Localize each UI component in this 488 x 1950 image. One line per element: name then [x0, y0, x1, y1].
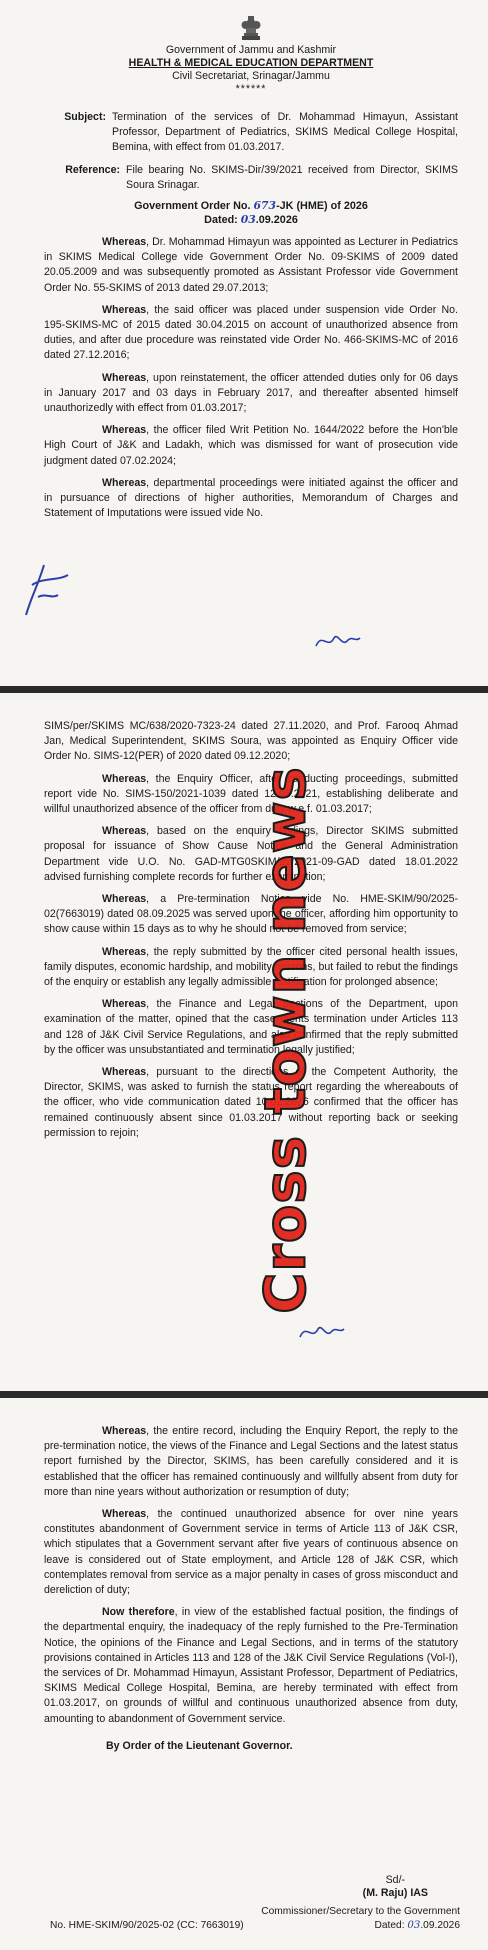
reference-label: Reference:	[65, 163, 120, 176]
by-order-line: By Order of the Lieutenant Governor.	[106, 1739, 293, 1752]
document-page-1	[0, 0, 488, 686]
department-name: HEALTH & MEDICAL EDUCATION DEPARTMENT	[128, 57, 374, 69]
signatory-name: (M. Raju) IAS	[362, 1887, 428, 1899]
whereas-paragraph: Whereas, the Enquiry Officer, after conducting proceedings, submitted report vide No. SIMS-150/2021-1039 dated 12.06.2021, establishing deliberate and willful unauthorized absence of the officer from duty w.e.f. 01.03.2017;	[44, 772, 458, 816]
whereas-paragraph: Whereas, upon reinstatement, the officer attended duties only for 06 days in January 2017 and 03 days in February 2017, and thereafter absented himself unauthorizedly with effect from 01.03.2017;	[44, 371, 458, 415]
now-therefore-paragraph: Now therefore, in view of the established factual position, the findings of the departmental enquiry, the inadequacy of the reply furnished to the Pre-Termination Notice, the opinions of the Finance and Legal Sections, and in terms of the statutory provisions contained in Articles 113 and 128 of the J&K Civil Service Regulations (Vol-I), the services of Dr. Mohammad Himayun, Assistant Professor, Department of Pediatrics, SKIMS Medical College Hospital, Bemina, are hereby terminated with effect from 01.03.2017, on grounds of willful and continuous unauthorized absence from duty, amounting to abandonment of Government service.	[44, 1606, 458, 1725]
whereas-paragraph: Whereas, departmental proceedings were initiated against the officer and in pursuance of directions of higher authorities, Memorandum of Charges and Statement of Imputations were issued vide No.	[44, 476, 458, 520]
margin-initials-signature	[18, 555, 78, 630]
signatory-designation: Commissioner/Secretary to the Government	[261, 1906, 460, 1917]
order-ref-number: No. HME-SKIM/90/2025-02 (CC: 7663019)	[50, 1920, 244, 1931]
whereas-paragraph: Whereas, the continued unauthorized absence for over nine years constitutes abandonment of Government service in terms of Article 113 of J&K CSR, which stipulates that a Government servant after five years of continuous absence on leave is considered out of State employment, and Article 128 of J&K CSR, which contemplates removal from service as a major penalty in cases of gross misconduct and dereliction of duty;	[44, 1508, 458, 1597]
whereas-paragraph: Whereas, Dr. Mohammad Himayun was appointed as Lecturer in Pediatrics in SKIMS Medical College vide Government Order No. 09-SKIMS of 2009 dated 20.05.2009 and was subsequently promoted as Assistant Professor vide Government Order No. 55-SKIMS of 2013 dated 29.07.2013;	[44, 236, 458, 294]
state-emblem-icon	[239, 12, 263, 42]
separator-stars: ******	[235, 83, 267, 95]
footer-date: Dated: 03.09.2026	[374, 1920, 460, 1931]
order-number-suffix: -JK (HME) of 2026	[276, 200, 368, 213]
reference-text: File bearing No. SKIMS-Dir/39/2021 received from Director, SKIMS Soura Srinagar.	[126, 163, 458, 191]
subject-block	[44, 110, 458, 156]
whereas-paragraph: Whereas, the entire record, including the Enquiry Report, the reply to the pre-termination notice, the views of the Finance and Legal Sections and the latest status report furnished by the Director, SKIMS, has been carefully considered and it is established that the officer has remained continuously and willfully absent from duty for more than nine years without authorization or resumption of duty;	[44, 1425, 458, 1498]
order-heading	[44, 199, 458, 227]
designation-row	[50, 1906, 460, 1917]
continuation-paragraph: SIMS/per/SKIMS MC/638/2020-7323-24 dated 27.11.2020, and Prof. Farooq Ahmad Jan, Medical Superintendent, SKIMS Soura, was appointed as Enquiry Officer vide Order No. SIMS-12(PER) of 2020 dated 09.12.2020;	[44, 720, 458, 763]
signature-block	[363, 1874, 428, 1900]
document-page-2	[0, 693, 488, 1391]
news-watermark: Cross town news	[253, 766, 319, 1314]
whereas-paragraph: Whereas, the reply submitted by the officer cited personal health issues, family disputes, economic hardship, and mobility reasons, but failed to rebut the findings of the enquiry or establish any legally admissible justification for prolonged absence;	[44, 945, 458, 989]
whereas-paragraph: Whereas, the said officer was placed under suspension vide Order No. 195-SKIMS-MC of 2015 dated 30.04.2015 on account of unauthorized absence from duties, and after due procedure was reinstated vide Order No. 466-SKIMS-MC of 2016 dated 27.12.2016;	[44, 303, 458, 362]
order-date-suffix: .09.2026	[255, 214, 298, 227]
whereas-paragraph: Whereas, a Pre-termination Notice vide No. HME-SKIM/90/2025-02(7663019) dated 08.09.2025 was served upon the officer, affording him opportunity to show cause within 15 days as to why he should not be removed from service;	[44, 893, 458, 936]
document-page-3	[0, 1398, 488, 1950]
subject-label: Subject:	[64, 111, 106, 123]
page1-initials-signature	[312, 628, 362, 659]
sd-mark: Sd/-	[385, 1874, 406, 1886]
reference-footer	[50, 1920, 460, 1931]
whereas-paragraph: Whereas, based on the enquiry findings, Director SKIMS submitted proposal for issuance of Show Cause Notice and the General Administration Department vide U.O. No. GAD-MTG0SKIM/22/2021-09-GAD dated 18.01.2022 advised furnishing complete records for further examination;	[44, 825, 458, 883]
order-number-handwritten: 673	[253, 199, 277, 213]
whereas-paragraph: Whereas, the officer filed Writ Petition No. 1644/2022 before the Hon'ble High Court of J&K and Ladakh, which was dismissed for want of prosecution vide judgment dated 07.02.2024;	[44, 424, 458, 467]
whereas-paragraph: Whereas, pursuant to the directions of the Competent Authority, the Director, SKIMS, was asked to furnish the status report regarding the whereabouts of the officer, who vide communication dated 10.02.2026 confirmed that the officer has remained continuously absent since 01.03.2017 without reporting back or seeking permission to rejoin;	[44, 1066, 458, 1139]
government-name: Government of Jammu and Kashmir	[165, 44, 337, 56]
reference-block	[44, 163, 458, 193]
page1-body	[44, 235, 458, 521]
page2-initials-signature	[296, 1317, 346, 1352]
order-number-prefix: Government Order No.	[134, 200, 251, 213]
order-date-prefix: Dated:	[204, 214, 238, 227]
whereas-paragraph: Whereas, the Finance and Legal Sections of the Department, upon examination of the matter, opined that the case merits termination under Articles 113 and 128 of J&K Civil Service Regulations, and also confirmed that the reply submitted by the officer was unsubstantiated and termination legally justified;	[44, 998, 458, 1056]
order-date-handwritten: 03	[240, 213, 256, 227]
subject-text: Termination of the services of Dr. Mohammad Himayun, Assistant Professor, Department of Pediatrics, SKIMS Medical College Hospital, Bemina, with effect from 01.03.2017.	[112, 111, 458, 154]
secretariat-address: Civil Secretariat, Srinagar/Jammu	[172, 70, 330, 82]
